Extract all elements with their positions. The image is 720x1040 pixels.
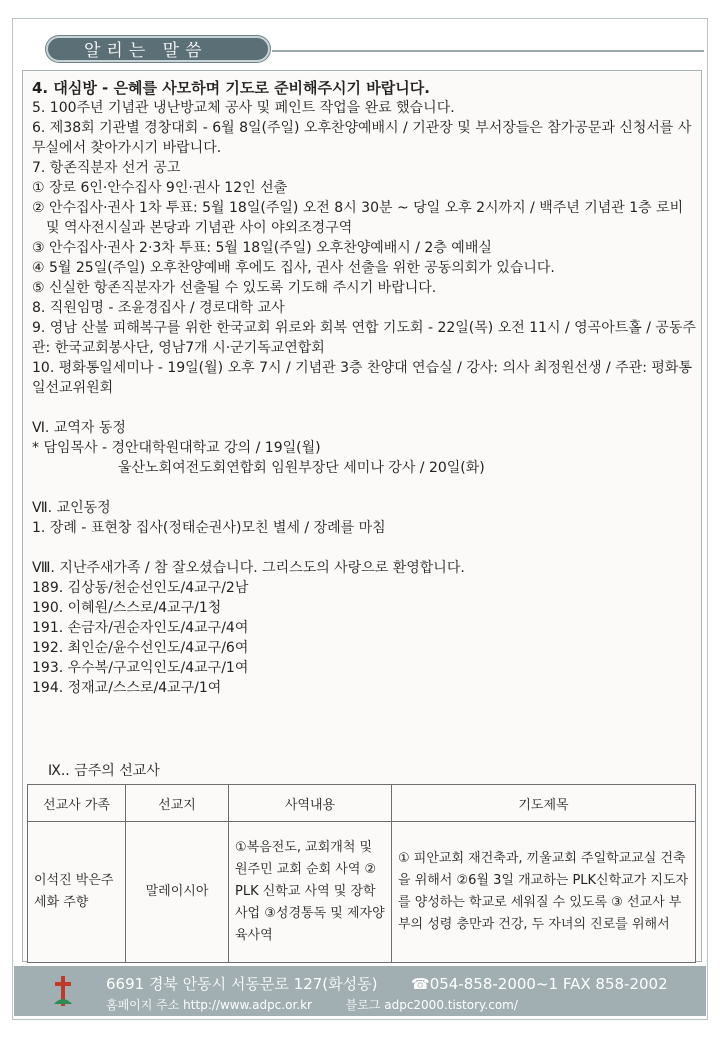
- church-logo-icon: [52, 974, 74, 1008]
- minister-heading: Ⅵ. 교역자 동정: [32, 420, 126, 436]
- footer-address: 6691 경북 안동시 서동문로 127(화성동): [106, 975, 378, 993]
- notice-item: 8. 직원임명 - 조윤경집사 / 경로대학 교사: [32, 300, 285, 316]
- section-title: 알리는 말씀: [46, 36, 270, 62]
- notice-item: 5. 100주년 기념관 냉난방교체 공사 및 페인트 작업을 완료 했습니다.: [32, 100, 455, 116]
- notice-item: ② 안수집사·권사 1차 투표: 5월 18일(주일) 오전 8시 30분 ~ 당일 오후 2시까지 / 백주년 기념관 1층 로비 및 역사전시실과 본당과 기념관 사이 야외조경구역: [32, 200, 684, 236]
- notice-item: ① 장로 6인·안수집사 9인·권사 12인 선출: [32, 180, 288, 196]
- table-header-row: [28, 785, 696, 822]
- notice-item: 9. 영남 산불 피해복구를 위한 한국교회 위로와 회복 연합 기도회 - 22일(목) 오전 11시 / 영곡아트홀 / 공동주관: 한국교회봉사단, 영남7개 시·군기독교연합회: [32, 320, 696, 356]
- footer: [14, 966, 706, 1016]
- members-line: 1. 장례 - 표현창 집사(정태순권사)모친 별세 / 장례를 마침: [32, 520, 386, 536]
- notice-item: 10. 평화통일세미나 - 19일(월) 오후 7시 / 기념관 3층 찬양대 연습실 / 강사: 의사 최정원선생 / 주관: 평화통일선교위원회: [32, 360, 692, 396]
- missionary-ministry: ①복음전도, 교회개척 및 원주민 교회 순회 사역 ② PLK 신학교 사역 및 장학사업 ③성경통독 및 제자양육사역: [229, 822, 392, 963]
- missionary-family: 이석진 박은주 세화 주향: [28, 822, 126, 963]
- blog-link[interactable]: 블로그 adpc2000.tistory.com/: [345, 998, 518, 1012]
- footer-phone: ☎054-858-2000~1 FAX 858-2002: [411, 975, 668, 993]
- table-row: [28, 822, 696, 963]
- footer-web: [106, 996, 518, 1013]
- members-heading: Ⅶ. 교인동정: [32, 500, 111, 516]
- notice-item: 6. 제38회 기관별 경창대회 - 6월 8일(주일) 오후찬양예배시 / 기관장 및 부서장들은 참가공문과 신청서를 사무실에서 찾아가시기 바랍니다.: [32, 120, 692, 156]
- newcomer-item: 192. 최인순/윤수선인도/4교구/6여: [32, 640, 249, 656]
- minister-line: 울산노회여전도회연합회 임원부장단 세미나 강사 / 20일(화): [118, 460, 485, 476]
- missionary-country: 말레이시아: [126, 822, 229, 963]
- column-header: 선교지: [126, 785, 229, 822]
- notice-item: 4. 대심방 - 은혜를 사모하며 기도로 준비해주시기 바랍니다.: [32, 79, 430, 97]
- newcomers-heading: Ⅷ. 지난주새가족 / 참 잘오셨습니다. 그리스도의 사랑으로 환영합니다.: [32, 560, 465, 576]
- newcomer-item: 189. 김상동/천순선인도/4교구/2남: [32, 580, 249, 596]
- column-header: 사역내용: [229, 785, 392, 822]
- notice-item: ⑤ 신실한 항존직분자가 선출될 수 있도록 기도해 주시기 바랍니다.: [32, 280, 437, 296]
- notice-content: [32, 78, 696, 698]
- notice-item: ③ 안수집사·권사 2·3차 투표: 5월 18일(주일) 오후찬양예배시 / 2층 예배실: [32, 240, 492, 256]
- newcomer-item: 191. 손금자/권순자인도/4교구/4여: [32, 620, 249, 636]
- footer-contact: [106, 973, 668, 994]
- missionary-heading: Ⅸ.. 금주의 선교사: [48, 763, 160, 779]
- column-header: 선교사 가족: [28, 785, 126, 822]
- newcomer-item: 193. 우수복/구교익인도/4교구/1여: [32, 660, 249, 676]
- minister-line: * 담임목사 - 경안대학원대학교 강의 / 19일(월): [32, 440, 321, 456]
- newcomer-item: 190. 이혜원/스스로/4교구/1청: [32, 600, 222, 616]
- homepage-link[interactable]: 홈페이지 주소 http://www.adpc.or.kr: [106, 998, 312, 1012]
- column-header: 기도제목: [392, 785, 696, 822]
- newcomer-item: 194. 정재교/스스로/4교구/1여: [32, 680, 222, 696]
- missionary-table: [27, 784, 696, 963]
- title-rule: [272, 50, 704, 52]
- missionary-prayer: ① 피안교회 재건축과, 끼울교회 주일학교교실 건축을 위해서 ②6월 3일 개교하는 PLK신학교가 지도자를 양성하는 학교로 세워질 수 있도록 ③ 선교사 부부의 성령 충만과 건강, 두 자녀의 진로를 위해서: [392, 822, 696, 963]
- notice-item: ④ 5월 25일(주일) 오후찬양예배 후에도 집사, 권사 선출을 위한 공동의회가 있습니다.: [32, 260, 555, 276]
- notice-item: 7. 항존직분자 선거 공고: [32, 160, 181, 176]
